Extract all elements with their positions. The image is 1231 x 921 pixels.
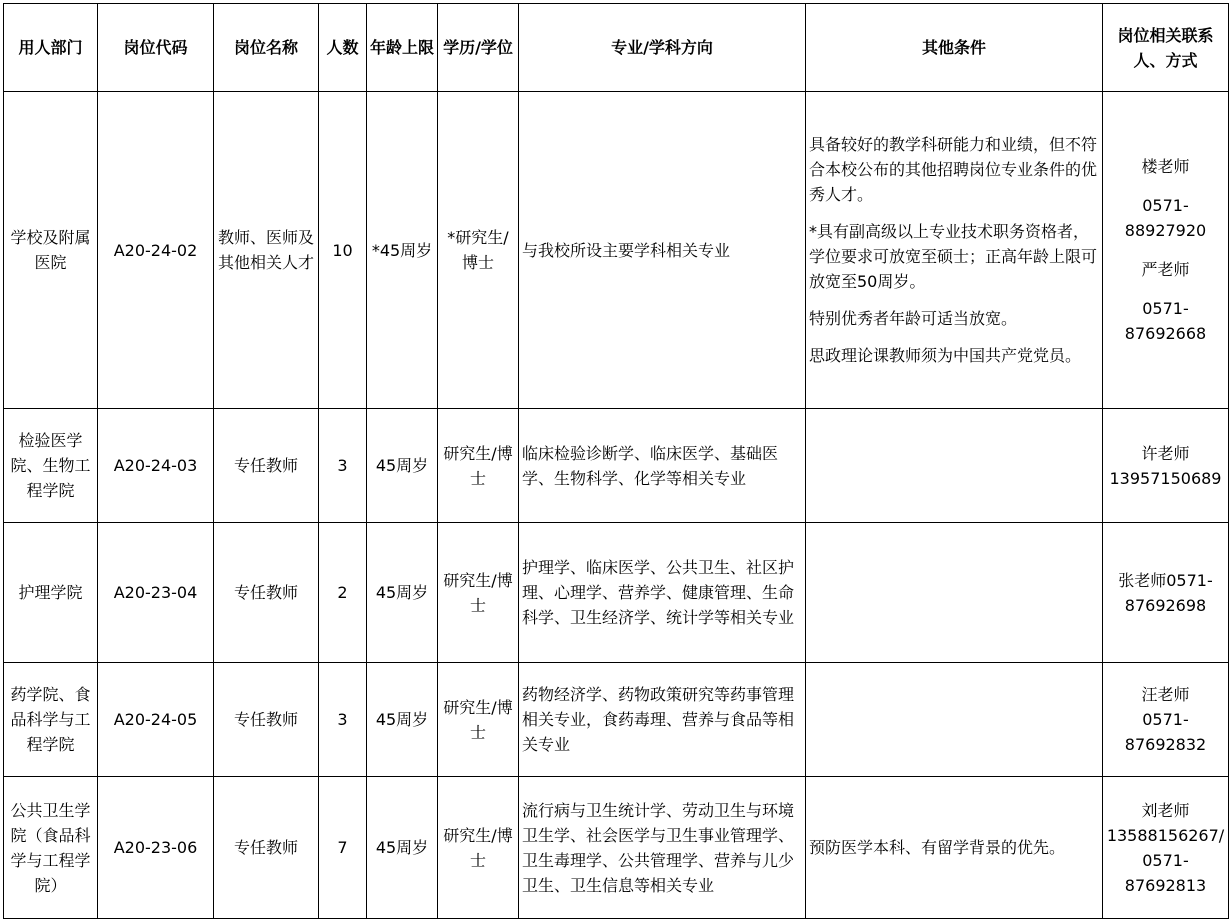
- contact-person: 许老师: [1141, 443, 1190, 463]
- contact-phone: 0571-88927920: [1124, 196, 1207, 240]
- contact-phone: 0571-87692832: [1124, 710, 1207, 754]
- cell-name: 专任教师: [214, 777, 319, 919]
- header-contact: 岗位相关联系人、方式: [1103, 4, 1229, 92]
- cell-code: A20-24-03: [98, 409, 214, 523]
- cell-contact: [1103, 777, 1229, 919]
- cell-edu: *研究生/博士: [438, 92, 519, 409]
- header-row: [4, 4, 1229, 92]
- cell-other: 预防医学本科、有留学背景的优先。: [806, 777, 1103, 919]
- cell-name: 教师、医师及其他相关人才: [214, 92, 319, 409]
- header-major: 专业/学科方向: [519, 4, 806, 92]
- contact-phone: 13588156267/: [1106, 825, 1225, 845]
- cell-count: 3: [319, 409, 367, 523]
- cell-age: *45周岁: [367, 92, 438, 409]
- cell-other: [806, 92, 1103, 409]
- cell-major: 与我校所设主要学科相关专业: [519, 92, 806, 409]
- cell-other: [806, 523, 1103, 663]
- table-row: [4, 777, 1229, 919]
- contact-person: 严老师: [1141, 260, 1190, 279]
- cell-code: A20-23-06: [98, 777, 214, 919]
- contact-phone: 0571-87692668: [1124, 299, 1207, 343]
- cell-count: 3: [319, 663, 367, 777]
- cell-edu: 研究生/博士: [438, 523, 519, 663]
- cell-major: 护理学、临床医学、公共卫生、社区护理、心理学、营养学、健康管理、生命科学、卫生经济学、统计学等相关专业: [519, 523, 806, 663]
- cell-code: A20-23-04: [98, 523, 214, 663]
- cell-contact: [1103, 523, 1229, 663]
- cell-age: 45周岁: [367, 663, 438, 777]
- cell-major: 流行病与卫生统计学、劳动卫生与环境卫生学、社会医学与卫生事业管理学、卫生毒理学、公共管理学、营养与儿少卫生、卫生信息等相关专业: [519, 777, 806, 919]
- contact-info: 张老师0571-87692698: [1118, 570, 1213, 615]
- header-count: 人数: [319, 4, 367, 92]
- cell-edu: 研究生/博士: [438, 663, 519, 777]
- cell-dept: 检验医学院、生物工程学院: [4, 409, 98, 523]
- cell-other: [806, 663, 1103, 777]
- contact-person: 汪老师: [1141, 685, 1190, 704]
- other-condition-text: *具有副高级以上专业技术职务资格者，学位要求可放宽至硕士；正高年龄上限可放宽至50周岁。: [809, 222, 1098, 291]
- cell-count: 10: [319, 92, 367, 409]
- cell-name: 专任教师: [214, 409, 319, 523]
- cell-dept: 学校及附属医院: [4, 92, 98, 409]
- header-code: 岗位代码: [98, 4, 214, 92]
- cell-other: [806, 409, 1103, 523]
- cell-age: 45周岁: [367, 409, 438, 523]
- cell-edu: 研究生/博士: [438, 777, 519, 919]
- recruitment-table: [3, 3, 1229, 919]
- cell-major: 药物经济学、药物政策研究等药事管理相关专业，食药毒理、营养与食品等相关专业: [519, 663, 806, 777]
- table-row: [4, 92, 1229, 409]
- cell-count: 7: [319, 777, 367, 919]
- header-name: 岗位名称: [214, 4, 319, 92]
- cell-contact: [1103, 409, 1229, 523]
- other-condition-text: 特别优秀者年龄可适当放宽。: [809, 309, 1018, 328]
- cell-contact: [1103, 92, 1229, 409]
- other-condition-text: 思政理论课教师须为中国共产党党员。: [809, 346, 1082, 365]
- contact-person: 刘老师: [1141, 800, 1190, 820]
- cell-edu: 研究生/博士: [438, 409, 519, 523]
- cell-name: 专任教师: [214, 523, 319, 663]
- contact-phone: 0571-87692813: [1124, 850, 1207, 895]
- contact-person: 楼老师: [1141, 157, 1190, 176]
- header-dept: 用人部门: [4, 4, 98, 92]
- cell-age: 45周岁: [367, 777, 438, 919]
- cell-major: 临床检验诊断学、临床医学、基础医学、生物科学、化学等相关专业: [519, 409, 806, 523]
- cell-contact: [1103, 663, 1229, 777]
- header-edu: 学历/学位: [438, 4, 519, 92]
- header-other: 其他条件: [806, 4, 1103, 92]
- cell-name: 专任教师: [214, 663, 319, 777]
- table-row: [4, 409, 1229, 523]
- cell-dept: 公共卫生学院（食品科学与工程学院）: [4, 777, 98, 919]
- table-row: [4, 523, 1229, 663]
- cell-age: 45周岁: [367, 523, 438, 663]
- table-row: [4, 663, 1229, 777]
- cell-code: A20-24-02: [98, 92, 214, 409]
- header-age: 年龄上限: [367, 4, 438, 92]
- cell-count: 2: [319, 523, 367, 663]
- contact-phone: 13957150689: [1109, 468, 1222, 488]
- cell-dept: 护理学院: [4, 523, 98, 663]
- other-condition-text: 具备较好的教学科研能力和业绩，但不符合本校公布的其他招聘岗位专业条件的优秀人才。: [809, 135, 1098, 204]
- cell-code: A20-24-05: [98, 663, 214, 777]
- cell-dept: 药学院、食品科学与工程学院: [4, 663, 98, 777]
